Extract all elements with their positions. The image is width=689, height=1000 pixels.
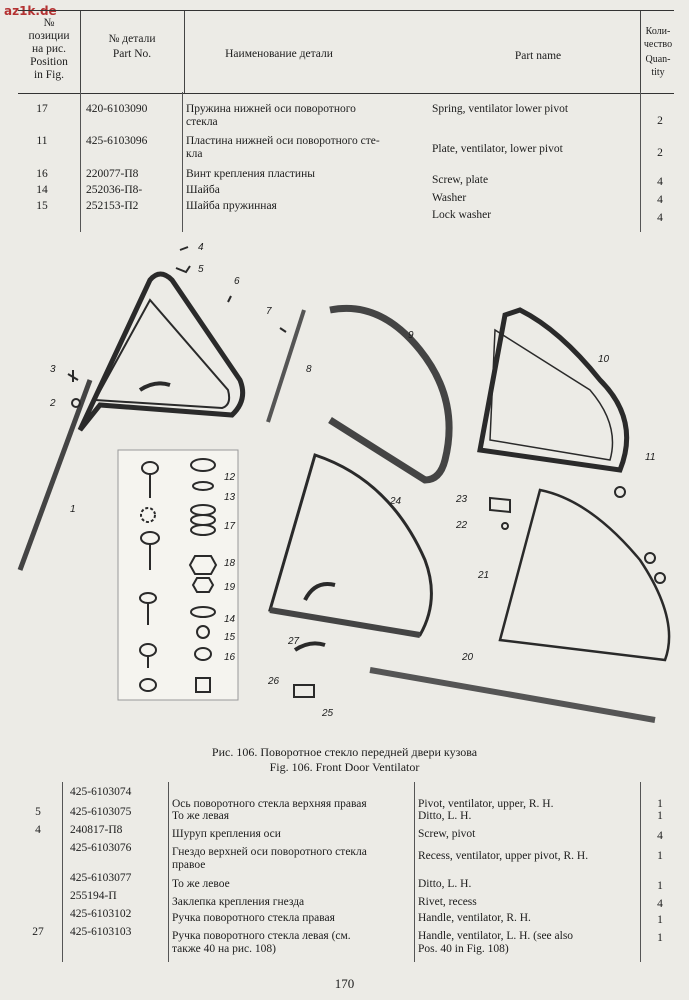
part-20-strip (370, 670, 655, 720)
header-qty-ru: Коли- чество (643, 26, 673, 50)
row-name-ru: То же левая (172, 810, 230, 822)
row-name-ru: Винт крепления пластины (186, 168, 315, 180)
row-position: 17 (36, 103, 48, 115)
callout-label: 26 (268, 676, 280, 687)
row-name-ru: Ручка поворотного стекла левая (см. также 40 на рис. 108) (172, 930, 351, 955)
row-name-ru: Шайба пружинная (186, 200, 277, 212)
row-name-ru: Ручка поворотного стекла правая (172, 912, 335, 924)
part-24-handle (305, 584, 335, 600)
part-10-inner (490, 330, 613, 460)
figure-caption-ru: Рис. 106. Поворотное стекло передней двери кузова (211, 745, 478, 759)
row-part-number: 240817-П8 (70, 824, 123, 836)
hardware-panel (118, 450, 238, 700)
row-position: 11 (36, 135, 48, 147)
part-24-glass (270, 455, 431, 635)
row-name-en: Ditto, L. H. (418, 878, 472, 890)
header-name-en: Part name (514, 50, 562, 62)
part-9-seal (330, 308, 449, 480)
row-quantity: 1 (657, 798, 663, 810)
row-part-number: 252153-П2 (86, 200, 139, 212)
row-position: 14 (36, 184, 48, 196)
row-quantity: 1 (657, 850, 663, 862)
exploded-diagram (0, 240, 689, 780)
callout-label: 20 (462, 652, 474, 663)
row-part-number: 425-6103077 (70, 872, 132, 884)
row-part-number: 425-6103074 (70, 786, 132, 798)
row-name-ru: Заклепка крепления гнезда (172, 896, 305, 908)
row-part-number: 220077-П8 (86, 168, 139, 180)
row-quantity: 2 (657, 147, 663, 159)
callout-label: 23 (456, 494, 468, 505)
row-quantity: 4 (657, 194, 663, 206)
callout-label: 21 (478, 570, 490, 581)
callout-label: 17 (224, 521, 236, 532)
callout-label: 11 (645, 452, 656, 463)
part-2-washer (72, 399, 80, 407)
callout-label: 14 (224, 614, 236, 625)
row-quantity: 1 (657, 880, 663, 892)
row-position: 15 (36, 200, 48, 212)
row-name-en: Screw, plate (432, 174, 489, 186)
part-7 (280, 328, 286, 332)
callout-label: 25 (322, 708, 334, 719)
callout-label: 10 (598, 354, 610, 365)
row-part-number: 252036-П8- (86, 184, 143, 196)
callout-label: 22 (456, 520, 468, 531)
row-name-en: Plate, ventilator, lower pivot (432, 143, 563, 155)
row-name-en: Washer (432, 192, 467, 204)
row-part-number: 425-6103076 (70, 842, 132, 854)
row-part-number: 420-6103090 (86, 103, 148, 115)
row-position: 16 (36, 168, 48, 180)
row-name-en: Rivet, recess (418, 896, 477, 908)
row-quantity: 1 (657, 932, 663, 944)
row-name-en: Lock washer (432, 209, 492, 221)
callout-label: 6 (234, 276, 240, 287)
part-11 (615, 487, 625, 497)
row-position: 4 (35, 824, 41, 836)
part-17 (645, 553, 655, 563)
row-name-ru: Шайба (186, 184, 220, 196)
callout-label: 9 (408, 330, 414, 341)
part-26 (294, 685, 314, 697)
header-part-en: Part No. (112, 48, 152, 60)
callout-label: 1 (70, 504, 76, 515)
part-23 (490, 498, 510, 512)
callout-label: 27 (288, 636, 300, 647)
callout-label: 2 (50, 398, 56, 409)
row-part-number: 425-6103096 (86, 135, 148, 147)
row-name-en: Ditto, L. H. (418, 810, 472, 822)
row-name-en: Handle, ventilator, R. H. (418, 912, 531, 924)
row-quantity: 4 (657, 898, 663, 910)
row-name-ru: Ось поворотного стекла верхняя правая (172, 798, 367, 810)
page-number: 170 (334, 976, 355, 991)
part-24-bottom-rail (270, 610, 420, 635)
part-21-glass (500, 490, 669, 660)
callout-label: 15 (224, 632, 236, 643)
header-name-ru: Наименование детали (225, 48, 333, 60)
row-quantity: 4 (657, 830, 663, 842)
parts-4-5 (176, 247, 190, 272)
left-vent-frame (80, 274, 243, 430)
row-name-en: Spring, ventilator lower pivot (432, 103, 569, 115)
row-quantity: 1 (657, 810, 663, 822)
row-quantity: 2 (657, 115, 663, 127)
row-name-en: Recess, ventilator, upper pivot, R. H. (418, 850, 589, 862)
part-22 (502, 523, 508, 529)
callout-label: 16 (224, 652, 236, 663)
callout-label: 8 (306, 364, 312, 375)
header-qty-en: Quan- tity (645, 54, 671, 78)
header-position-en: Position in Fig. (30, 56, 68, 81)
row-quantity: 4 (657, 212, 663, 224)
row-name-ru: Пластина нижней оси поворотного сте- кла (186, 135, 380, 160)
left-vent-handle (140, 383, 170, 390)
row-part-number: 425-6103102 (70, 908, 132, 920)
row-name-ru: То же левое (172, 878, 230, 890)
header-position-ru: № позиции на рис. (28, 17, 70, 55)
ventilator-drawing (0, 240, 689, 780)
row-quantity: 4 (657, 176, 663, 188)
figure-caption-en: Fig. 106. Front Door Ventilator (269, 760, 420, 774)
callout-label: 5 (198, 264, 204, 275)
row-part-number: 425-6103103 (70, 926, 132, 938)
row-part-number: 255194-П (70, 890, 117, 902)
callout-label: 12 (224, 472, 236, 483)
part-27 (295, 643, 325, 650)
row-quantity: 1 (657, 914, 663, 926)
row-position: 5 (35, 806, 41, 818)
callout-label: 7 (266, 306, 272, 317)
callout-label: 3 (50, 364, 56, 375)
part-19 (655, 573, 665, 583)
callout-label: 24 (390, 496, 402, 507)
row-name-ru: Пружина нижней оси поворотного стекла (186, 103, 356, 128)
callout-label: 13 (224, 492, 236, 503)
callout-label: 19 (224, 582, 236, 593)
table-header (18, 10, 674, 94)
row-name-ru: Гнездо верхней оси поворотного стекла правое (172, 846, 367, 871)
callout-label: 18 (224, 558, 236, 569)
part-6 (228, 296, 231, 302)
header-part-ru: № детали (108, 33, 156, 45)
row-name-ru: Шуруп крепления оси (172, 828, 281, 840)
part-3-screw (68, 370, 78, 382)
part-8-strip (268, 310, 304, 422)
row-part-number: 425-6103075 (70, 806, 132, 818)
site-watermark: az1k.de (4, 4, 57, 18)
row-name-en: Pivot, ventilator, upper, R. H. (418, 798, 554, 810)
callout-label: 4 (198, 242, 204, 253)
row-position: 27 (32, 926, 44, 938)
row-name-en: Handle, ventilator, L. H. (see also Pos. 40 in Fig. 108) (418, 930, 574, 955)
row-name-en: Screw, pivot (418, 828, 476, 840)
